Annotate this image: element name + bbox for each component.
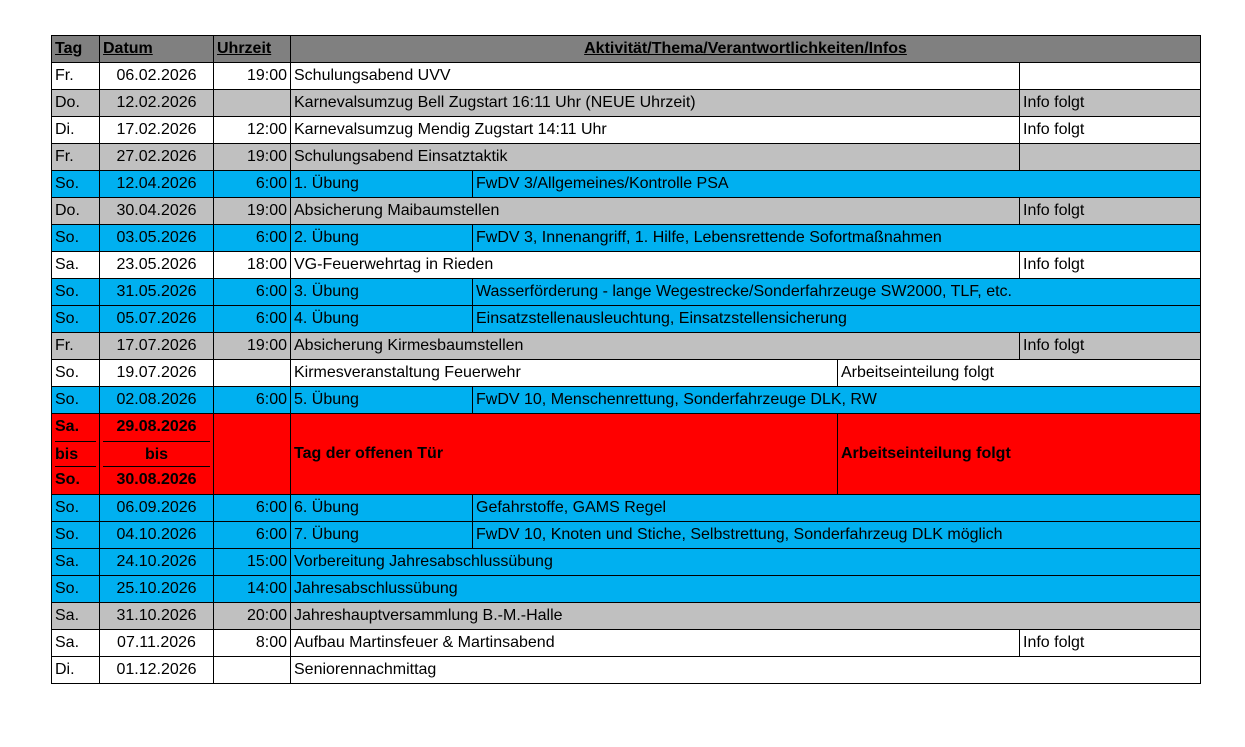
date-cell: 12.02.2026 xyxy=(100,90,214,117)
table-row xyxy=(52,171,1201,198)
exercise-cell: 1. Übung xyxy=(291,171,473,198)
date-cell-line: 30.08.2026 xyxy=(116,471,197,489)
time-cell: 6:00 xyxy=(214,494,291,521)
time-cell: 6:00 xyxy=(214,279,291,306)
time-cell: 19:00 xyxy=(214,333,291,360)
activity-cell: Jahreshauptversammlung B.-M.-Halle xyxy=(291,602,1201,629)
day-cell: So. xyxy=(52,360,100,387)
exercise-topic-cell: Einsatzstellenausleuchtung, Einsatzstellensicherung xyxy=(473,306,1201,333)
activity-cell: Schulungsabend UVV xyxy=(291,63,1020,90)
date-cell: 30.04.2026 xyxy=(100,198,214,225)
date-cell: 27.02.2026 xyxy=(100,144,214,171)
day-cell: So. xyxy=(52,225,100,252)
table-row xyxy=(52,198,1201,225)
date-cell: 31.10.2026 xyxy=(100,602,214,629)
date-cell: 07.11.2026 xyxy=(100,629,214,656)
info-cell: Info folgt xyxy=(1020,117,1201,144)
table-row xyxy=(52,252,1201,279)
activity-cell: Schulungsabend Einsatztaktik xyxy=(291,144,1020,171)
date-cell: 17.02.2026 xyxy=(100,117,214,144)
time-cell: 19:00 xyxy=(214,144,291,171)
header-datum: Datum xyxy=(100,36,214,63)
table-row xyxy=(52,225,1201,252)
info-cell xyxy=(1020,63,1201,90)
date-cell: 25.10.2026 xyxy=(100,575,214,602)
day-cell: Sa. xyxy=(52,629,100,656)
time-cell: 8:00 xyxy=(214,629,291,656)
date-cell: 17.07.2026 xyxy=(100,333,214,360)
table-row xyxy=(52,360,1201,387)
exercise-topic-cell: FwDV 3/Allgemeines/Kontrolle PSA xyxy=(473,171,1201,198)
time-cell xyxy=(214,90,291,117)
header-tag: Tag xyxy=(52,36,100,63)
time-cell: 19:00 xyxy=(214,63,291,90)
day-cell: Fr. xyxy=(52,333,100,360)
day-cell: So. xyxy=(52,494,100,521)
exercise-topic-cell: FwDV 3, Innenangriff, 1. Hilfe, Lebensrettende Sofortmaßnahmen xyxy=(473,225,1201,252)
date-cell: 12.04.2026 xyxy=(100,171,214,198)
day-cell: Sa. xyxy=(52,602,100,629)
table-row xyxy=(52,414,1201,495)
day-cell: So. xyxy=(52,575,100,602)
info-cell: Info folgt xyxy=(1020,629,1201,656)
activity-cell: Jahresabschlussübung xyxy=(291,575,1201,602)
activity-cell: Absicherung Kirmesbaumstellen xyxy=(291,333,1020,360)
date-cell: 04.10.2026 xyxy=(100,521,214,548)
table-row xyxy=(52,629,1201,656)
table-row xyxy=(52,144,1201,171)
table-row xyxy=(52,90,1201,117)
table-row xyxy=(52,548,1201,575)
table-row xyxy=(52,656,1201,683)
time-cell: 6:00 xyxy=(214,387,291,414)
time-cell: 6:00 xyxy=(214,225,291,252)
exercise-cell: 7. Übung xyxy=(291,521,473,548)
table-row xyxy=(52,63,1201,90)
exercise-topic-cell: Gefahrstoffe, GAMS Regel xyxy=(473,494,1201,521)
table-row xyxy=(52,333,1201,360)
date-cell: 01.12.2026 xyxy=(100,656,214,683)
table-row xyxy=(52,279,1201,306)
info-cell xyxy=(1020,144,1201,171)
table-row xyxy=(52,575,1201,602)
info-cell: Info folgt xyxy=(1020,333,1201,360)
activity-cell: Absicherung Maibaumstellen xyxy=(291,198,1020,225)
date-cell: 03.05.2026 xyxy=(100,225,214,252)
time-cell: 18:00 xyxy=(214,252,291,279)
exercise-cell: 2. Übung xyxy=(291,225,473,252)
activity-cell: Karnevalsumzug Bell Zugstart 16:11 Uhr (NEUE Uhrzeit) xyxy=(291,90,1020,117)
date-cell: 05.07.2026 xyxy=(100,306,214,333)
time-cell xyxy=(214,656,291,683)
header-activity: Aktivität/Thema/Verantwortlichkeiten/Infos xyxy=(291,36,1201,63)
date-cell: 24.10.2026 xyxy=(100,548,214,575)
activity-cell: Aufbau Martinsfeuer & Martinsabend xyxy=(291,629,1020,656)
date-cell: 02.08.2026 xyxy=(100,387,214,414)
time-cell: 20:00 xyxy=(214,602,291,629)
day-cell: Sa. xyxy=(52,252,100,279)
header-uhrzeit: Uhrzeit xyxy=(214,36,291,63)
date-cell: 23.05.2026 xyxy=(100,252,214,279)
table-row xyxy=(52,602,1201,629)
day-cell: So. xyxy=(52,387,100,414)
day-cell: Fr. xyxy=(52,144,100,171)
exercise-cell: 4. Übung xyxy=(291,306,473,333)
day-cell: So. xyxy=(52,171,100,198)
exercise-topic-cell: FwDV 10, Menschenrettung, Sonderfahrzeuge DLK, RW xyxy=(473,387,1201,414)
info-cell: Info folgt xyxy=(1020,198,1201,225)
date-cell: 06.02.2026 xyxy=(100,63,214,90)
day-cell-line: Sa. xyxy=(55,418,80,435)
table-row xyxy=(52,117,1201,144)
info-cell: Info folgt xyxy=(1020,252,1201,279)
date-cell: 06.09.2026 xyxy=(100,494,214,521)
activity-cell: Karnevalsumzug Mendig Zugstart 14:11 Uhr xyxy=(291,117,1020,144)
time-cell xyxy=(214,414,291,495)
activity-cell: VG-Feuerwehrtag in Rieden xyxy=(291,252,1020,279)
date-cell xyxy=(100,414,214,495)
day-cell: Do. xyxy=(52,198,100,225)
activity-cell: Vorbereitung Jahresabschlussübung xyxy=(291,548,1201,575)
day-cell: So. xyxy=(52,279,100,306)
assignment-cell: Arbeitseinteilung folgt xyxy=(838,360,1201,387)
day-cell-line: bis xyxy=(55,441,96,468)
time-cell: 15:00 xyxy=(214,548,291,575)
day-cell: So. xyxy=(52,306,100,333)
time-cell xyxy=(214,360,291,387)
day-cell: Do. xyxy=(52,90,100,117)
date-cell-line: 29.08.2026 xyxy=(116,418,197,435)
time-cell: 6:00 xyxy=(214,306,291,333)
time-cell: 12:00 xyxy=(214,117,291,144)
day-cell-line: So. xyxy=(55,471,80,489)
day-cell: Fr. xyxy=(52,63,100,90)
date-cell-line: bis xyxy=(103,441,210,468)
header-row xyxy=(52,36,1201,63)
table-row xyxy=(52,387,1201,414)
day-cell xyxy=(52,414,100,495)
time-cell: 14:00 xyxy=(214,575,291,602)
table-row xyxy=(52,521,1201,548)
date-cell: 19.07.2026 xyxy=(100,360,214,387)
time-cell: 6:00 xyxy=(214,171,291,198)
assignment-cell: Arbeitseinteilung folgt xyxy=(838,414,1201,495)
schedule-table xyxy=(51,35,1201,684)
exercise-cell: 6. Übung xyxy=(291,494,473,521)
day-cell: So. xyxy=(52,521,100,548)
table-row xyxy=(52,494,1201,521)
day-cell: Di. xyxy=(52,656,100,683)
activity-cell: Tag der offenen Tür xyxy=(291,414,838,495)
activity-cell: Seniorennachmittag xyxy=(291,656,1201,683)
time-cell: 6:00 xyxy=(214,521,291,548)
time-cell: 19:00 xyxy=(214,198,291,225)
day-cell: Di. xyxy=(52,117,100,144)
activity-cell: Kirmesveranstaltung Feuerwehr xyxy=(291,360,838,387)
exercise-cell: 5. Übung xyxy=(291,387,473,414)
exercise-topic-cell: Wasserförderung - lange Wegestrecke/Sonderfahrzeuge SW2000, TLF, etc. xyxy=(473,279,1201,306)
table-row xyxy=(52,306,1201,333)
exercise-cell: 3. Übung xyxy=(291,279,473,306)
day-cell: Sa. xyxy=(52,548,100,575)
info-cell: Info folgt xyxy=(1020,90,1201,117)
exercise-topic-cell: FwDV 10, Knoten und Stiche, Selbstrettung, Sonderfahrzeug DLK möglich xyxy=(473,521,1201,548)
date-cell: 31.05.2026 xyxy=(100,279,214,306)
